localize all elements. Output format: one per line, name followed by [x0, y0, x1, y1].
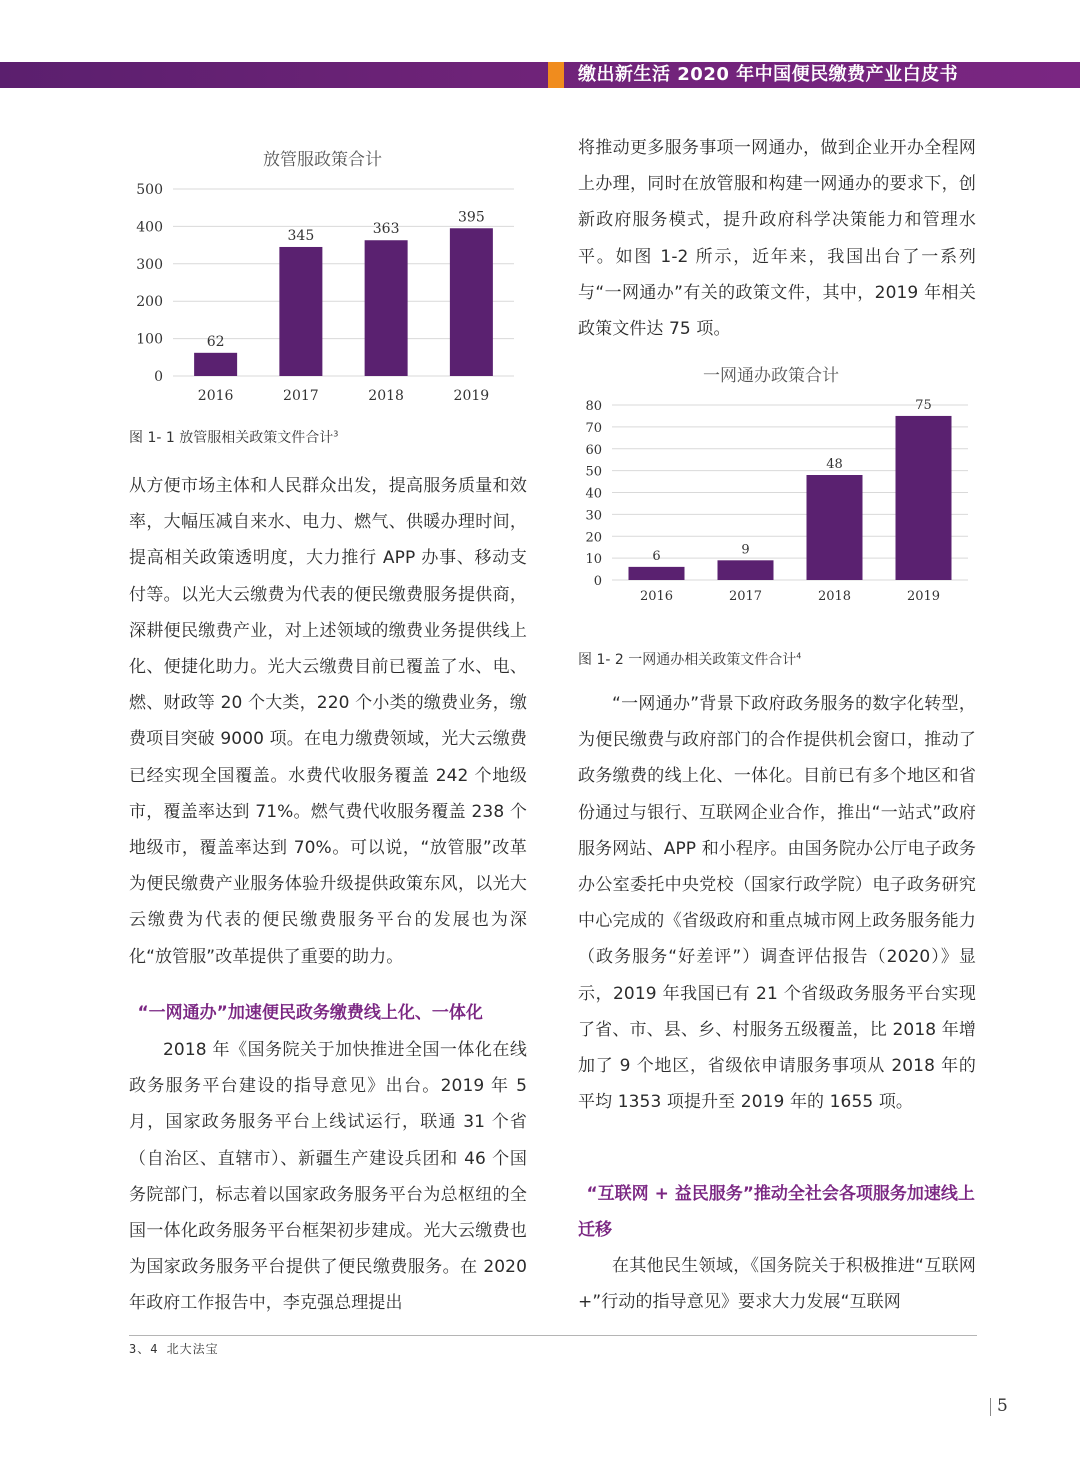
bar [896, 416, 952, 580]
data-label: 6 [652, 548, 661, 564]
bar [629, 567, 685, 580]
right-paragraph-1: 将推动更多服务事项一网通办，做到企业开办全程网上办理，同时在放管服和构建一网通办的要求下，创新政府服务模式，提升政府科学决策能力和管理水平。如图 1-2 所示，近年来，我国出台了一系列与“一网通办”有关的政策文件，其中，2019 年相关政策文件达 75 项。 [578, 138, 976, 340]
page-number: 5 [997, 1396, 1008, 1416]
figure1-caption-text: 图 1- 1 放管服相关政策文件合计 [129, 430, 334, 446]
y-tick-label: 40 [585, 486, 602, 502]
y-tick-label: 20 [585, 530, 602, 546]
page-number-separator [990, 1398, 991, 1416]
data-label: 363 [372, 221, 400, 238]
x-tick-label: 2019 [906, 589, 941, 604]
bar [807, 475, 863, 580]
chart2-svg [578, 385, 978, 615]
x-tick-label: 2019 [453, 388, 490, 404]
y-tick-label: 500 [136, 182, 163, 198]
x-tick-label: 2016 [639, 589, 674, 604]
data-label: 9 [741, 542, 750, 558]
bar [194, 353, 237, 376]
data-label: 395 [458, 209, 485, 226]
left-subheading: “一网通办”加速便民政务缴费线上化、一体化 [137, 1003, 483, 1023]
data-label: 345 [287, 227, 315, 244]
header-title: 缴出新生活 2020 年中国便民缴费产业白皮书 [578, 64, 959, 85]
figure1-caption [129, 427, 338, 447]
y-tick-label: 70 [585, 420, 602, 436]
left-paragraph-1: 从方便市场主体和人民群众出发，提高服务质量和效率，大幅压减自来水、电力、燃气、供暖办理时间，提高相关政策透明度，大力推行 APP 办事、移动支付等。以光大云缴费为代表的便民缴费服务提供商，深耕便民缴费产业，对上述领域的缴费业务提供线上化、便捷化助力。光大云缴费目前已覆盖了水、电、燃、财政等 20 个大类，220 个小类的缴费业务，缴费项目突破 9000 项。在电力缴费领域，光大云缴费已经实现全国覆盖。水费代收服务覆盖 242 个地级市，覆盖率达到 71%。燃气费代收服务覆盖 238 个地级市，覆盖率达到 70%。可以说，“放管服”改革为便民缴费产业服务体验升级提供政策东风，以光大云缴费为代表的便民缴费服务平台的发展也为深化“放管服”改革提供了重要的助力。 [129, 476, 527, 967]
x-tick-label: 2017 [283, 388, 319, 404]
bar [365, 240, 408, 376]
header-accent-bar [548, 62, 564, 88]
x-tick-label: 2016 [197, 388, 234, 404]
chart1-svg [129, 170, 529, 415]
y-tick-label: 400 [136, 219, 163, 236]
footer-rule [129, 1335, 977, 1336]
chart2-title: 一网通办政策合计 [703, 366, 839, 386]
y-tick-label: 80 [585, 399, 602, 414]
y-tick-label: 200 [136, 294, 163, 311]
bar [279, 247, 322, 376]
data-label: 62 [206, 333, 225, 350]
figure1-footnote-mark: 3 [333, 429, 339, 439]
right-subheading: “互联网 + 益民服务”推动全社会各项服务加速线上迁移 [578, 1184, 975, 1241]
y-tick-label: 100 [136, 331, 163, 348]
data-label: 75 [915, 397, 932, 413]
y-tick-label: 0 [154, 369, 163, 385]
figure2-caption-text: 图 1- 2 一网通办相关政策文件合计 [578, 652, 797, 668]
y-tick-label: 30 [585, 508, 602, 524]
right-paragraph-3: 在其他民生领域，《国务院关于积极推进“互联网 +”行动的指导意见》要求大力发展“互联网 [578, 1256, 976, 1313]
y-tick-label: 10 [585, 552, 602, 568]
x-tick-label: 2017 [728, 589, 763, 604]
x-tick-label: 2018 [817, 589, 852, 604]
y-tick-label: 50 [585, 464, 602, 480]
x-tick-label: 2018 [368, 388, 404, 404]
y-tick-label: 60 [585, 442, 602, 458]
footnote-source: 3、4 北大法宝 [129, 1342, 219, 1356]
left-paragraph-2: 2018 年《国务院关于加快推进全国一体化在线政务服务平台建设的指导意见》出台。2019 年 5 月，国家政务服务平台上线试运行，联通 31 个省（自治区、直辖市）、新疆生产建设兵团和 46 个国务院部门，标志着以国家政务服务平台为总枢纽的全国一体化政务服务平台框架初步建成。光大云缴费也为国家政务服务平台提供了便民缴费服务。在 2020 年政府工作报告中，李克强总理提出 [129, 1040, 527, 1314]
right-paragraph-2: “一网通办”背景下政府政务服务的数字化转型，为便民缴费与政府部门的合作提供机会窗口，推动了政务缴费的线上化、一体化。目前已有多个地区和省份通过与银行、互联网企业合作，推出“一站式”政府服务网站、APP 和小程序。由国务院办公厅电子政务办公室委托中央党校（国家行政学院）电子政务研究中心完成的《省级政府和重点城市网上政务服务能力（政务服务“好差评”）调查评估报告（2020）》显示，2019 年我国已有 21 个省级政务服务平台实现了省、市、县、乡、村服务五级覆盖，比 2018 年增加了 9 个地区，省级依申请服务事项从 2018 年的平均 1353 项提升至 2019 年的 1655 项。 [578, 694, 976, 1113]
y-tick-label: 0 [593, 574, 602, 589]
bar [718, 560, 774, 580]
y-tick-label: 300 [136, 256, 163, 273]
chart1-title: 放管服政策合计 [263, 150, 382, 170]
figure2-footnote-mark: 4 [796, 651, 802, 661]
bar [450, 228, 493, 376]
data-label: 48 [826, 457, 843, 472]
figure2-caption [578, 649, 801, 669]
